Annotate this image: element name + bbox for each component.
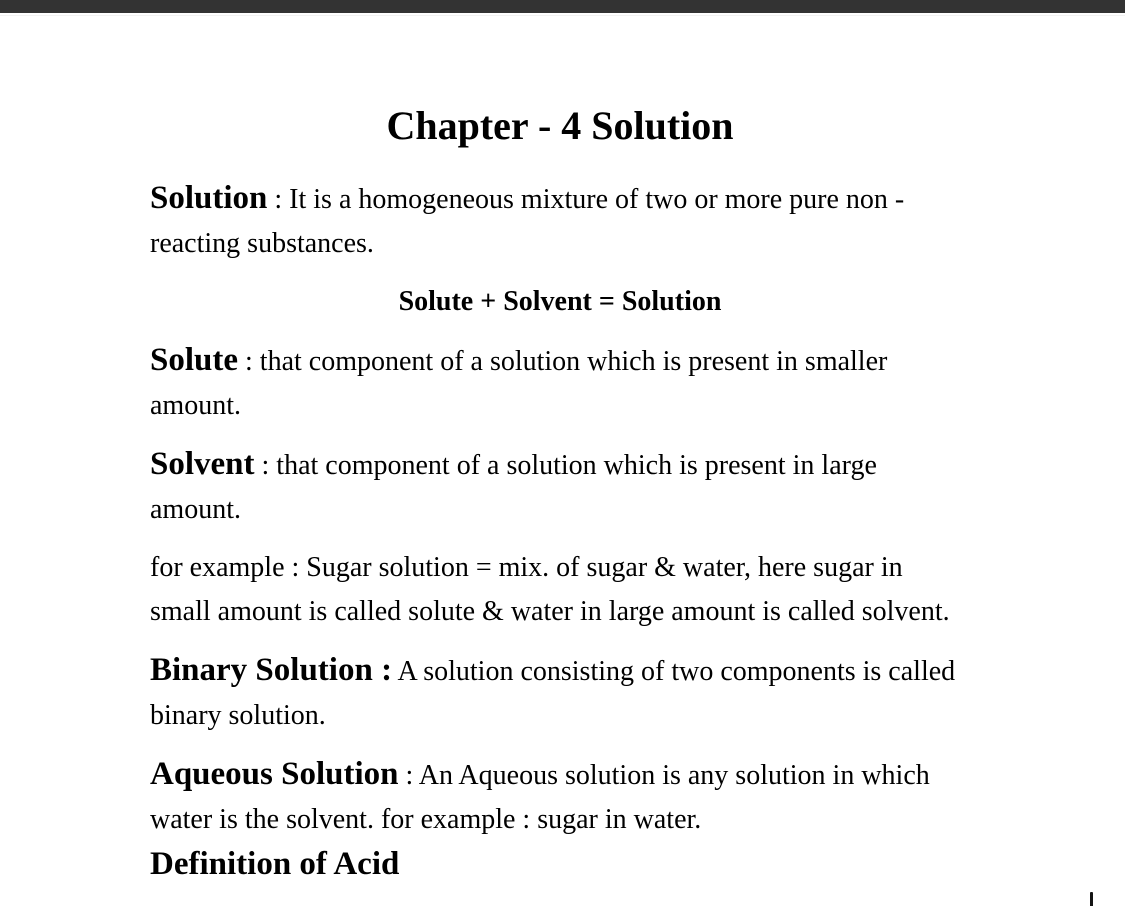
paragraph — [150, 546, 970, 634]
definition-text: that component of a solution which is present in smaller amount. — [150, 346, 888, 421]
page-title: Chapter - 4 Solution — [386, 103, 734, 148]
term-lead: Solvent — [150, 446, 255, 482]
definition-text: A solution consisting of two components is called binary solution. — [150, 656, 956, 731]
term-lead: Definition of Acid — [150, 846, 400, 882]
term-separator: : — [398, 760, 419, 791]
clipped-text-fragment — [1090, 892, 1093, 906]
term-separator: : — [267, 184, 290, 215]
paragraph — [150, 338, 970, 428]
formula-line — [150, 280, 970, 324]
term-separator: : — [238, 346, 260, 377]
term-lead: Solute — [150, 342, 239, 378]
paragraph — [150, 842, 970, 888]
term-separator: : — [254, 450, 277, 481]
paragraph — [150, 752, 970, 842]
paragraph — [150, 648, 970, 738]
definition-text: It is a homogeneous mixture of two or more pure non - reacting substances. — [150, 184, 905, 259]
term-lead: Solution — [150, 180, 268, 216]
definition-text: An Aqueous solution is any solution in which water is the solvent. for example : sugar in water. — [150, 760, 930, 835]
term-lead: Aqueous Solution — [150, 756, 399, 792]
definition-text: for example : Sugar solution = mix. of sugar & water, here sugar in small amount is called solute & water in large amount is called solvent. — [150, 552, 950, 627]
definition-text: that component of a solution which is present in large amount. — [150, 450, 877, 525]
paragraph — [150, 442, 970, 532]
document-page — [150, 0, 970, 906]
formula-text: Solute + Solvent = Solution — [398, 286, 722, 317]
document-body — [150, 176, 970, 888]
term-lead: Binary Solution : — [150, 652, 393, 688]
paragraph — [150, 176, 970, 266]
